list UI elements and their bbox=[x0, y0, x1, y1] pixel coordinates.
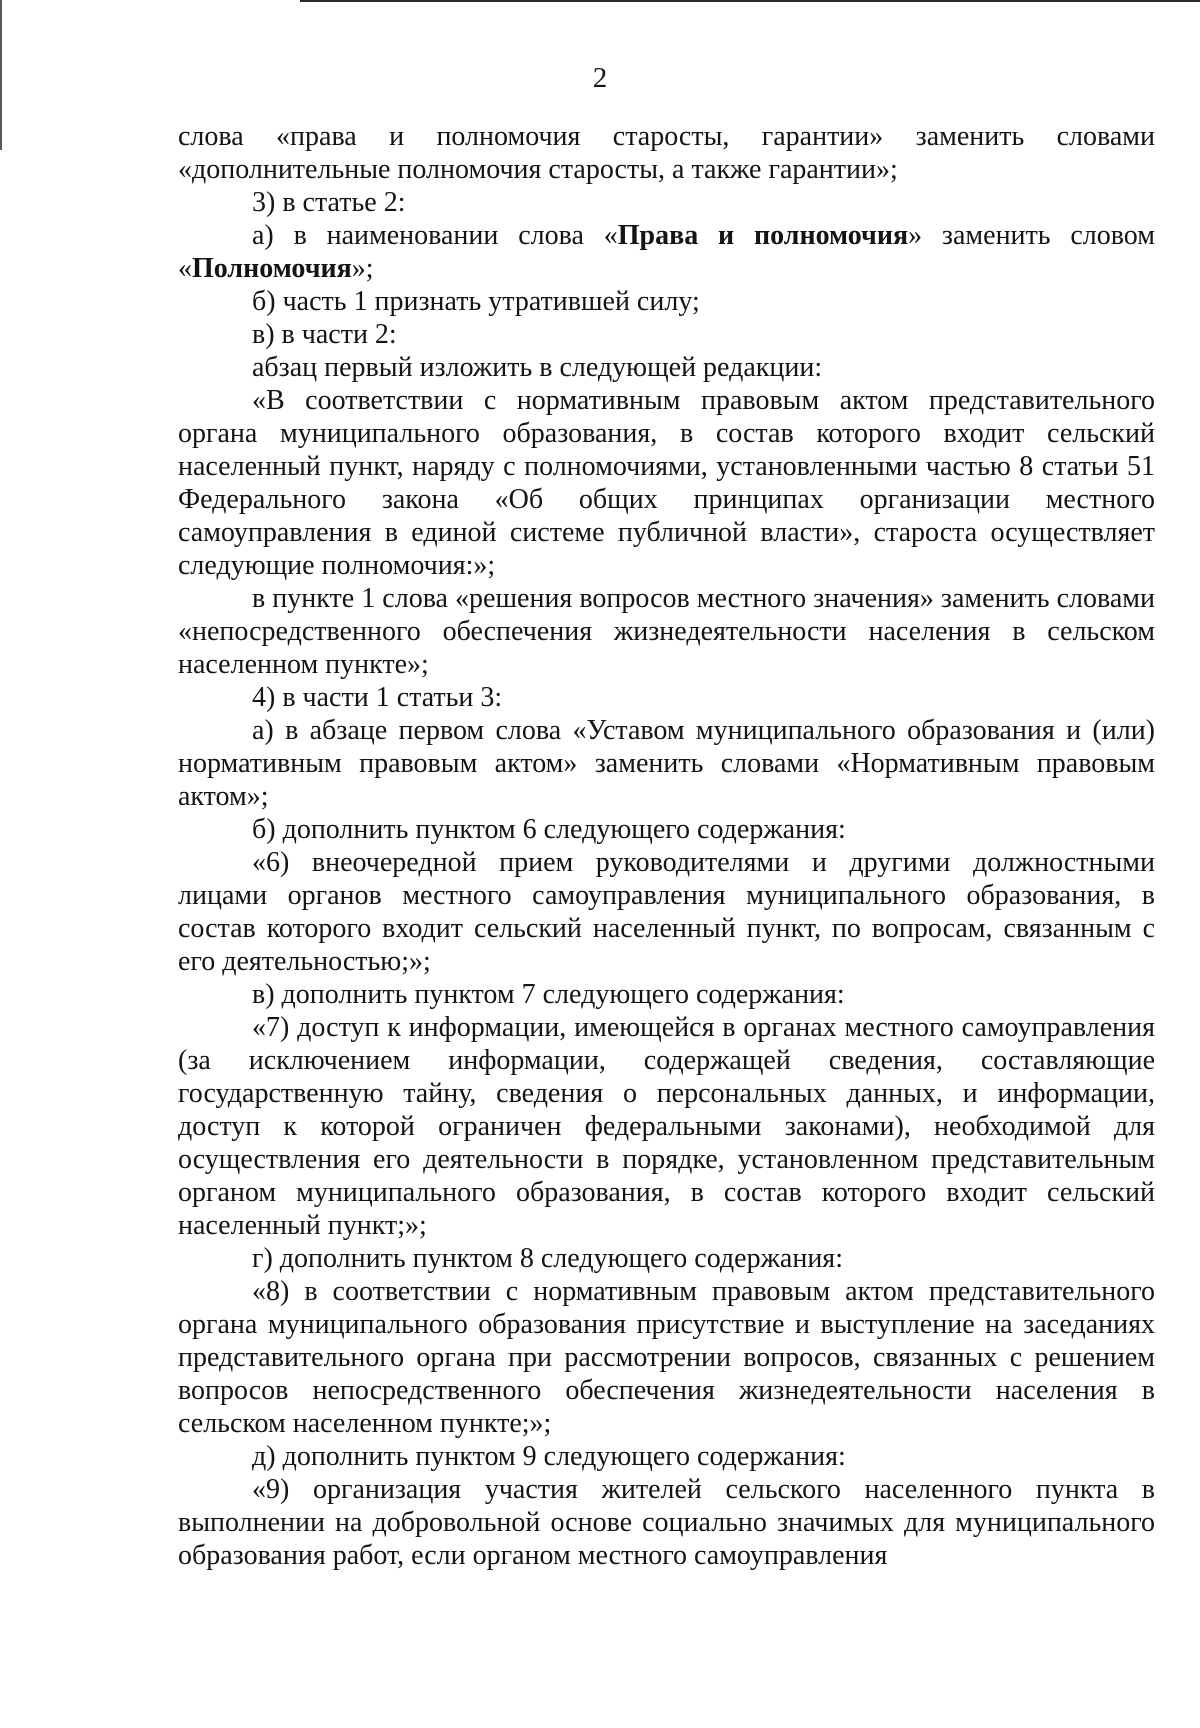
paragraph: б) дополнить пунктом 6 следующего содержания: bbox=[252, 814, 846, 845]
paragraph: б) часть 1 признать утратившей силу; bbox=[252, 286, 700, 317]
paragraph: «6) внеочередной прием руководителями и другими должностными лицами органов местного самоуправления муниципального образования, в состав которого входит сельский населенный пункт, по вопросам, связанным с его деятельностью;»; bbox=[178, 847, 1155, 977]
paragraph bbox=[178, 219, 1155, 285]
paragraph-text: а) в наименовании слова « bbox=[252, 220, 618, 251]
paragraph: «7) доступ к информации, имеющейся в органах местного самоуправления (за исключением информации, содержащей сведения, составляющие государственную тайну, сведения о персональных данных, и информации, доступ к которой ограничен федеральными законами), необходимой для осуществления его деятельности в порядке, установленном представительным органом муниципального образования, в состав которого входит сельский населенный пункт;»; bbox=[178, 1012, 1155, 1241]
paragraph-text: » заменить словом « bbox=[178, 220, 1155, 284]
paragraph: «8) в соответствии с нормативным правовым актом представительного органа муниципального образования присутствие и выступление на заседаниях представительного органа при рассмотрении вопросов, связанных с решением вопросов непосредственного обеспечения жизнедеятельности населения в сельском населенном пункте;»; bbox=[178, 1276, 1155, 1439]
paragraph: слова «права и полномочия старосты, гарантии» заменить словами «дополнительные полномочия старосты, а также гарантии»; bbox=[178, 121, 1155, 185]
paragraph-text: »; bbox=[351, 253, 374, 284]
paragraph: г) дополнить пунктом 8 следующего содержания: bbox=[252, 1243, 843, 1274]
paragraph: абзац первый изложить в следующей редакции: bbox=[252, 352, 823, 383]
page-number: 2 bbox=[592, 62, 608, 94]
paragraph: 4) в части 1 статьи 3: bbox=[252, 682, 503, 713]
document-body bbox=[178, 120, 1155, 1572]
paragraph: а) в абзаце первом слова «Уставом муниципального образования и (или) нормативным правовым актом» заменить словами «Нормативным правовым актом»; bbox=[178, 715, 1155, 812]
paragraph: «В соответствии с нормативным правовым актом представительного органа муниципального образования, в состав которого входит сельский населенный пункт, наряду с полномочиями, установленными частью 8 статьи 51 Федерального закона «Об общих принципах организации местного самоуправления в единой системе публичной власти», староста осуществляет следующие полномочия:»; bbox=[178, 385, 1155, 581]
scan-edge-top bbox=[300, 0, 1200, 2]
paragraph: «9) организация участия жителей сельского населенного пункта в выполнении на добровольной основе социально значимых для муниципального образования работ, если органом местного самоуправления bbox=[178, 1474, 1155, 1571]
paragraph: в) дополнить пунктом 7 следующего содержания: bbox=[252, 979, 845, 1010]
bold-term: Права и полномочия bbox=[617, 220, 909, 251]
paragraph: в пункте 1 слова «решения вопросов местного значения» заменить словами «непосредственного обеспечения жизнедеятельности населения в сельском населенном пункте»; bbox=[178, 583, 1155, 680]
paragraph: 3) в статье 2: bbox=[252, 187, 406, 218]
paragraph: в) в части 2: bbox=[252, 319, 397, 350]
bold-term: Полномочия bbox=[192, 253, 352, 284]
paragraph: д) дополнить пунктом 9 следующего содержания: bbox=[252, 1441, 846, 1472]
